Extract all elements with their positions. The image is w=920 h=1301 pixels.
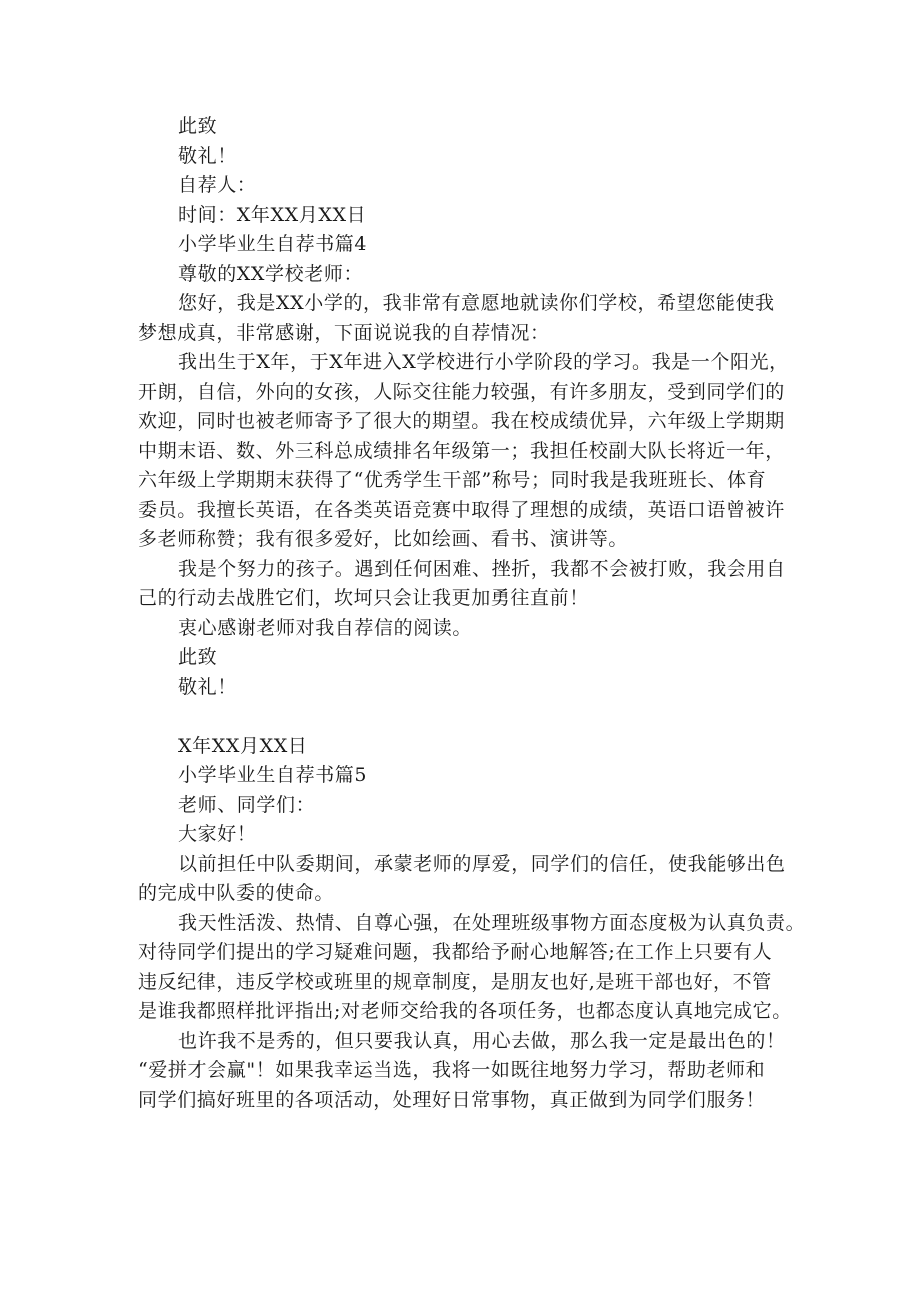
- paragraph-line: 违反纪律，违反学校或班里的规章制度，是朋友也好,是班干部也好，不管: [138, 970, 772, 993]
- paragraph-line: 以前担任中队委期间，承蒙老师的厚爱，同学们的信任，使我能够出色: [178, 852, 786, 875]
- paragraph-line: 己的行动去战胜它们，坎坷只会让我更加勇往直前！: [138, 587, 589, 609]
- paragraph-line: 多老师称赞；我有很多爱好，比如绘画、看书、演讲等。: [138, 528, 629, 550]
- paragraph-line: 委员。我擅长英语，在各类英语竞赛中取得了理想的成绩，英语口语曾被许: [138, 498, 785, 521]
- greeting-line: 尊敬的XX学校老师：: [178, 262, 364, 285]
- paragraph-line: 我天性活泼、热情、自尊心强，在处理班级事物方面态度极为认真负责。: [178, 911, 806, 934]
- paragraph-line: 我出生于X年，于X年进入X学校进行小学阶段的学习。我是一个阳光，: [178, 351, 789, 373]
- paragraph-line: 六年级上学期期末获得了“优秀学生干部”称号；同时我是我班班长、体育: [138, 469, 767, 491]
- paragraph-line: 开朗，自信，外向的女孩，人际交往能力较强，有许多朋友，受到同学们的: [138, 380, 785, 403]
- date-line: X年XX月XX日: [178, 734, 308, 757]
- section-heading: 小学毕业生自荐书篇4: [178, 233, 368, 255]
- paragraph-line: 衷心感谢老师对我自荐信的阅读。: [178, 616, 473, 639]
- paragraph-line: 您好，我是XX小学的，我非常有意愿地就读你们学校，希望您能使我: [178, 292, 775, 314]
- paragraph-line: “爱拼才会赢"！如果我幸运当选，我将一如既往地努力学习，帮助老师和: [138, 1059, 766, 1081]
- salutation-line: 敬礼！: [178, 675, 237, 698]
- blank-line: [138, 702, 798, 732]
- paragraph-line: 中期末语、数、外三科总成绩排名年级第一；我担任校副大队长将近一年，: [138, 439, 785, 462]
- paragraph-line: 同学们搞好班里的各项活动，处理好日常事物，真正做到为同学们服务！: [138, 1088, 766, 1111]
- paragraph-line: 我是个努力的孩子。遇到任何困难、挫折，我都不会被打败，我会用自: [178, 557, 786, 580]
- paragraph-line: 欢迎，同时也被老师寄予了很大的期望。我在校成绩优异，六年级上学期期: [138, 410, 785, 432]
- paragraph-line: 对待同学们提出的学习疑难问题，我都给予耐心地解答;在工作上只要有人: [138, 941, 773, 963]
- date-line: 时间：X年XX月XX日: [178, 203, 367, 226]
- document-page: [138, 112, 806, 1115]
- salutation-line: 敬礼！: [178, 144, 237, 167]
- paragraph-line: 也许我不是秀的，但只要我认真，用心去做，那么我一定是最出色的！: [178, 1029, 786, 1052]
- closing-line: 此致: [178, 646, 218, 668]
- signature-line: 自荐人：: [178, 174, 257, 196]
- paragraph-line: 梦想成真，非常感谢，下面说说我的自荐情况：: [138, 321, 550, 344]
- closing-line: 此致: [178, 115, 218, 137]
- paragraph-line: 是谁我都照样批评指出;对老师交给我的各项任务，也都态度认真地完成它。: [138, 1000, 792, 1022]
- paragraph-line: 的完成中队委的使命。: [138, 882, 335, 904]
- greeting-line: 老师、同学们：: [178, 793, 316, 816]
- section-heading: 小学毕业生自荐书篇5: [178, 764, 368, 786]
- greeting-line: 大家好！: [178, 823, 257, 845]
